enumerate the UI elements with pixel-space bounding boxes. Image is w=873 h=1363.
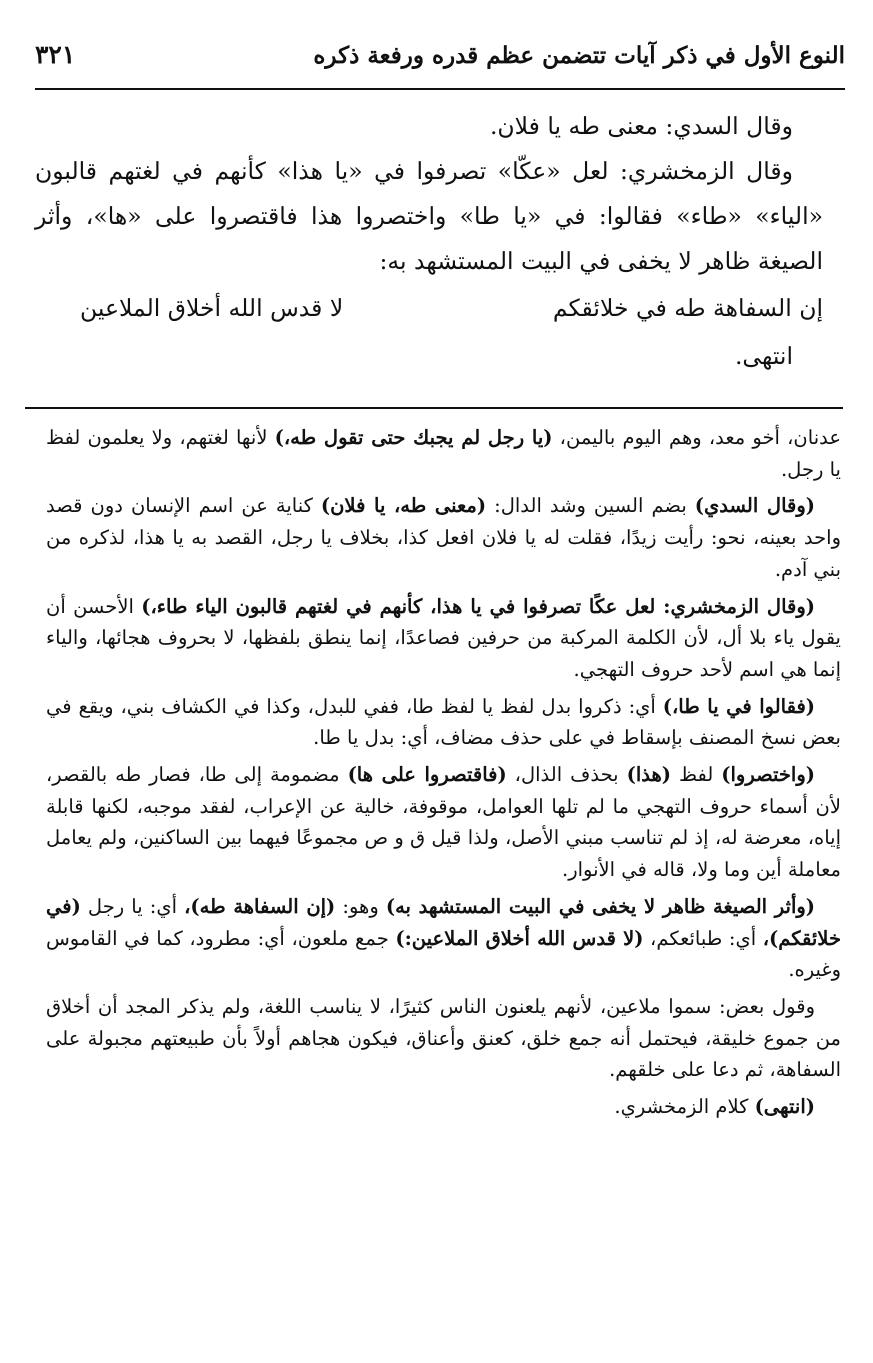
page-header (35, 40, 845, 90)
commentary-paragraph (46, 591, 841, 686)
running-title: النوع الأول في ذكر آيات تتضمن عظم قدره ورفعة ذكره (313, 42, 845, 69)
quoted-matn: (وقال الزمخشري: لعل عكًا تصرفوا في يا هذا، كأنهم في لغتهم قالبون الياء طاء،) (141, 594, 816, 618)
commentary-text: بحذف الذال، (506, 763, 627, 787)
quoted-matn: (انتهى) (754, 1095, 815, 1119)
commentary-text: أي: يا رجل (80, 894, 185, 918)
commentary-text: كلام الزمخشري. (614, 1095, 755, 1119)
footnote-divider (25, 407, 843, 409)
quoted-matn: (واختصروا) (721, 763, 815, 787)
end-word: انتهى. (734, 342, 793, 370)
quoted-matn: (لا قدس الله أخلاق الملاعين:) (395, 926, 644, 950)
quoted-matn: (وقال السدي) (694, 494, 815, 518)
page-number: ٣٢١ (35, 40, 76, 69)
quoted-matn: (في خلائقكم)، (46, 894, 841, 950)
main-paragraph: وقال الزمخشري: لعل «عكّا» تصرفوا في «يا هذا» كأنهم في لغتهم قالبون «الياء» «طاء» فقالوا: في «يا طا» واختصروا هذا فاقتصروا على «ها»، وأثر الصيغة ظاهر لا يخفى في البيت المستشهد به: (35, 157, 823, 275)
commentary-text: لأنها لغتهم، ولا يعلمون لفظ يا رجل. (46, 426, 841, 481)
verse-first-hemistich: إن السفاهة طه في خلائقكم (552, 294, 823, 322)
commentary-text: بضم السين وشد الدال: (486, 494, 695, 518)
quoted-matn: (هذا) (626, 763, 671, 787)
commentary-text: عدنان، أخو معد، وهم اليوم باليمن، (552, 426, 841, 449)
commentary-paragraph: وقول بعض: سموا ملاعين، لأنهم يلعنون الناس كثيرًا، لا يناسب اللغة، ولم يذكر المجد أن أخلاق من جموع خليقة، فيحتمل أنه جمع خلق، كعنق وأعناق، فيكون هجاهم أولاً بأن طبيعتهم مجبولة على السفاهة، ثم دعا على خلقهم. (46, 994, 841, 1082)
commentary-text: كناية عن اسم الإنسان دون قصد واحد بعينه، نحو: رأيت زيدًا، فقلت له يا فلان افعل كذا، بخلاف يا رجل، القصد به يا هذا، لذكره من بني آدم. (46, 494, 841, 581)
commentary-paragraph (46, 490, 841, 585)
commentary-section (46, 422, 841, 1128)
quoted-matn: (فاقتصروا على ها) (347, 763, 507, 787)
commentary-text: مضمومة إلى طا، فصار طه بالقصر، لأن أسماء حروف التهجي ما لم تلها العوامل، موقوفة، خالية عن الإعراب، لفقد موجبه، لكنها قابلة إياه، معرضة له، إذ لم تناسب مبني الأصل، ولذا قيل ق و ص مجموعًا فيهما بين الساكنين، ولم يعامل معاملة أين وما ولا، قاله في الأنوار. (46, 763, 841, 882)
quoted-matn: (معنى طه، يا فلان) (320, 494, 487, 518)
commentary-paragraph (46, 891, 841, 986)
verse-second-hemistich: لا قدس الله أخلاق الملاعين (80, 294, 344, 322)
commentary-text: جمع ملعون، أي: مطرود، كما في القاموس وغيره. (46, 926, 841, 982)
commentary-paragraph (46, 1091, 841, 1123)
commentary-text: أي: ذكروا بدل لفظ يا لفظ طا، ففي للبدل، وكذا في الكشاف بني، ويقع في بعض نسخ المصنف بإسقاط في على حذف مضاف، أي: بدل يا طا. (46, 694, 841, 750)
commentary-text: الأحسن أن يقول ياء بلا أل، لأن الكلمة المركبة من حرفين فصاعدًا، إنما ينطق بلفظها، لا بحروف هجائها، والياء إنما هي اسم لأحد حروف التهجي. (46, 594, 841, 681)
main-text (35, 104, 823, 379)
commentary-text: وهو: (335, 894, 386, 918)
commentary-paragraph (46, 759, 841, 886)
commentary-paragraph (46, 422, 841, 485)
quoted-matn: (فقالوا في يا طا،) (662, 694, 816, 718)
poetry-verse (35, 286, 823, 334)
quoted-matn: (وأثر الصيغة ظاهر لا يخفى في البيت المستشهد به) (385, 894, 816, 918)
commentary-text: أي: طبائعكم، (643, 926, 763, 950)
commentary-paragraph (46, 691, 841, 754)
main-paragraph: وقال السدي: معنى طه يا فلان. (489, 112, 793, 140)
commentary-text: لفظ (670, 763, 722, 787)
quoted-matn: (يا رجل لم يجبك حتى تقول طه،) (274, 426, 553, 449)
quoted-matn: (إن السفاهة طه)، (184, 894, 336, 918)
